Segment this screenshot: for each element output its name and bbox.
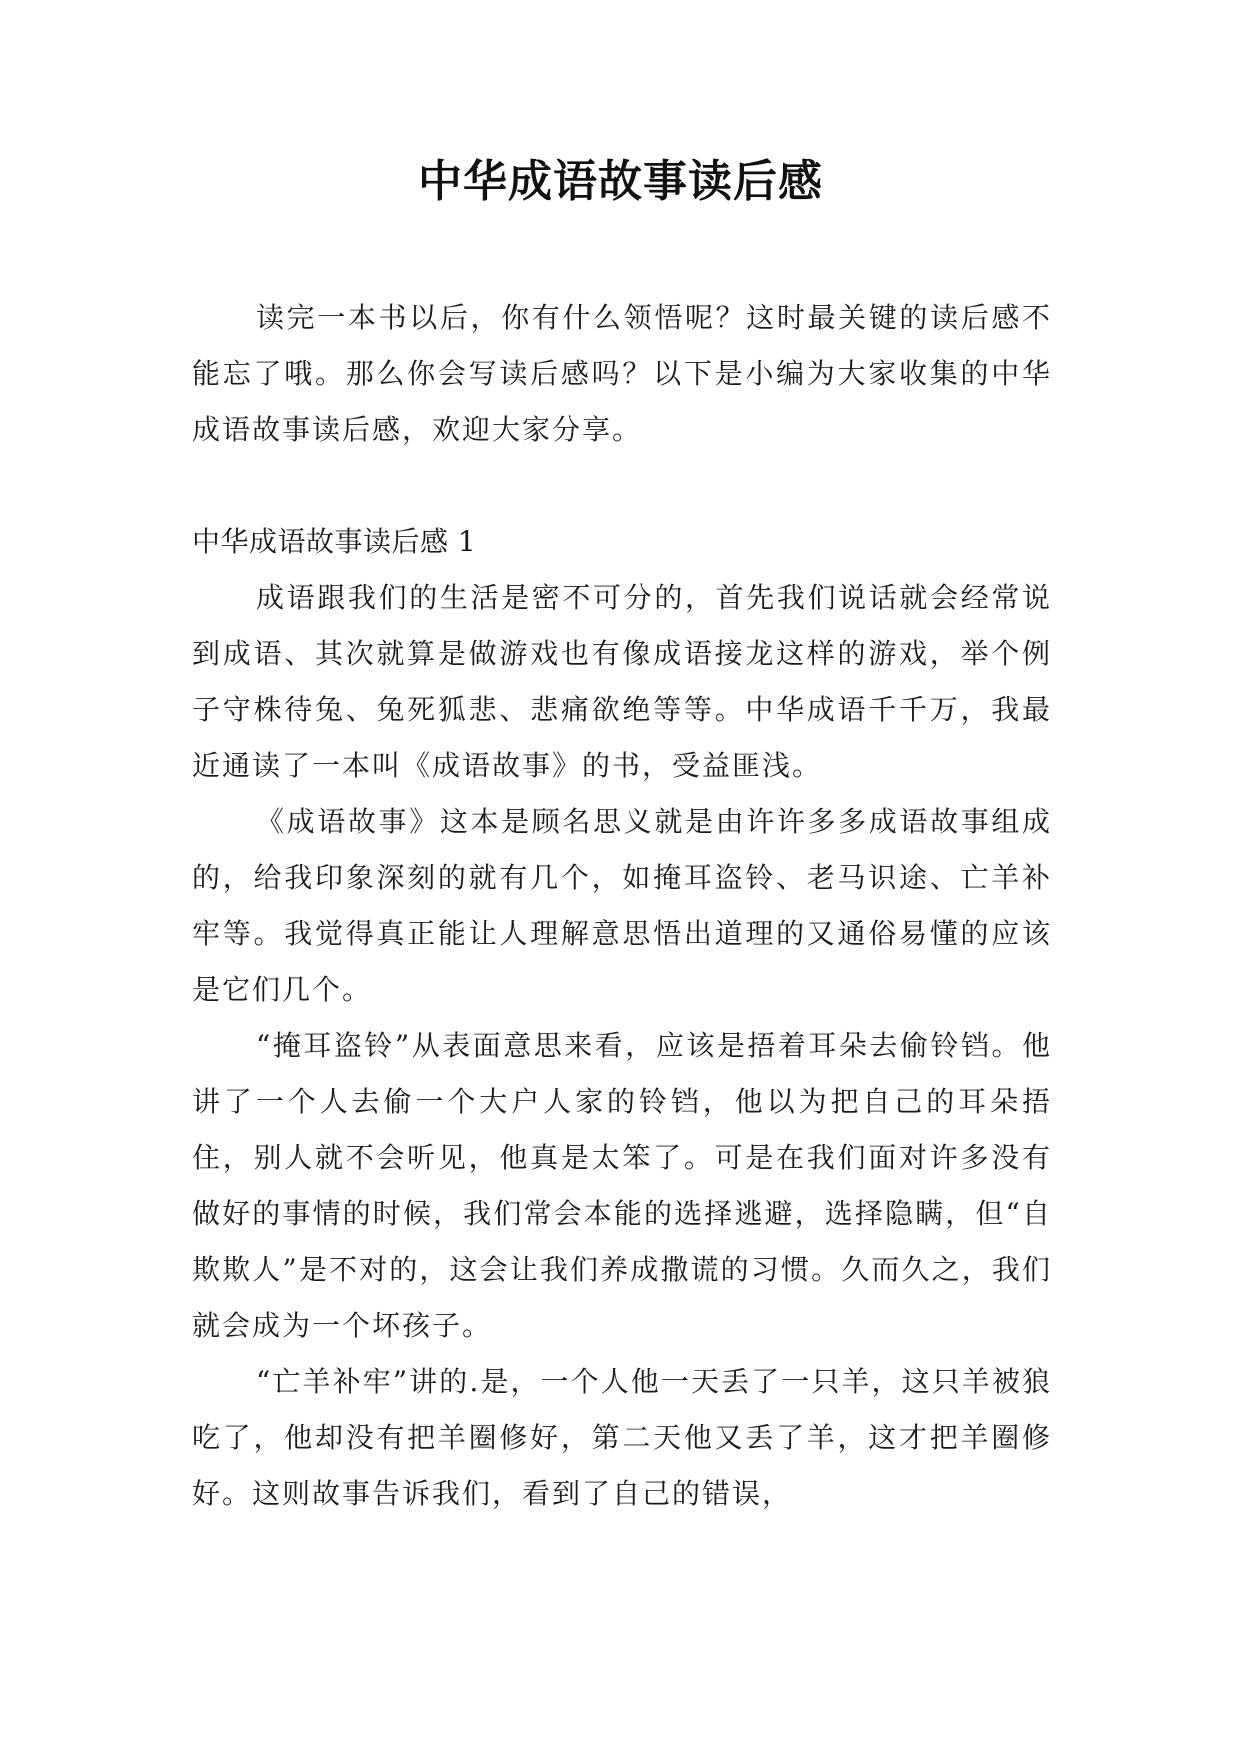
body-paragraph: “亡羊补牢”讲的.是，一个人他一天丢了一只羊，这只羊被狼吃了，他却没有把羊圈修好，第二天他又丢了羊，这才把羊圈修好。这则故事告诉我们，看到了自己的错误， bbox=[192, 1365, 1052, 1510]
document-body bbox=[192, 290, 1052, 1522]
body-paragraph: “掩耳盗铃”从表面意思来看，应该是捂着耳朵去偷铃铛。他讲了一个人去偷一个大户人家的铃铛，他以为把自己的耳朵捂住，别人就不会听见，他真是太笨了。可是在我们面对许多没有做好的事情的时候，我们常会本能的选择逃避，选择隐瞒，但“自欺欺人”是不对的，这会让我们养成撒谎的习惯。久而久之，我们就会成为一个坏孩子。 bbox=[192, 1029, 1052, 1342]
body-paragraph: 成语跟我们的生活是密不可分的，首先我们说话就会经常说到成语、其次就算是做游戏也有像成语接龙这样的游戏，举个例子守株待兔、兔死狐悲、悲痛欲绝等等。中华成语千千万，我最近通读了一本叫《成语故事》的书，受益匪浅。 bbox=[192, 581, 1052, 782]
intro-paragraph: 读完一本书以后，你有什么领悟呢？这时最关键的读后感不能忘了哦。那么你会写读后感吗？以下是小编为大家收集的中华成语故事读后感，欢迎大家分享。 bbox=[192, 301, 1052, 446]
document-title: 中华成语故事读后感 bbox=[418, 156, 823, 207]
section-heading: 中华成语故事读后感 1 bbox=[192, 525, 477, 558]
body-paragraph: 《成语故事》这本是顾名思义就是由许许多多成语故事组成的，给我印象深刻的就有几个，如掩耳盗铃、老马识途、亡羊补牢等。我觉得真正能让人理解意思悟出道理的又通俗易懂的应该是它们几个。 bbox=[192, 805, 1052, 1006]
